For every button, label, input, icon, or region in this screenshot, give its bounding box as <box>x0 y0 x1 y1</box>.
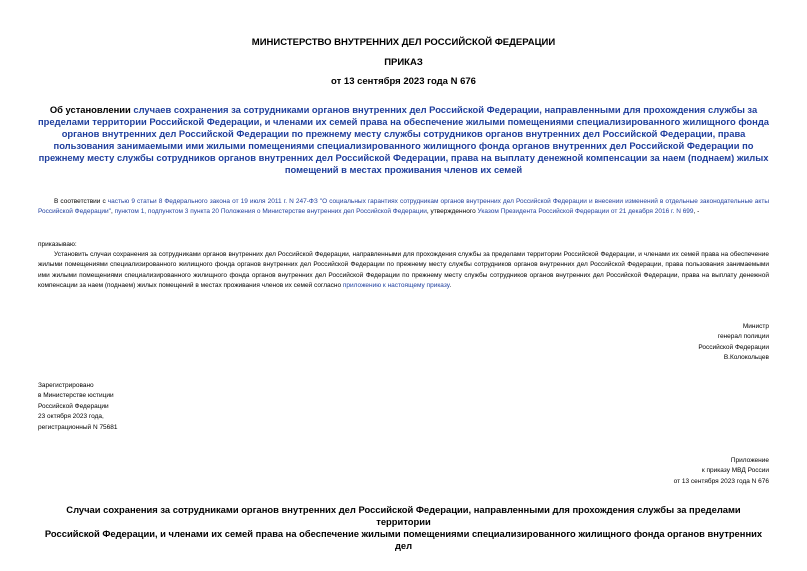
appendix-link[interactable]: приложению к настоящему приказу <box>342 282 450 290</box>
doc-type-heading: ПРИКАЗ <box>384 57 423 68</box>
preamble-paragraph <box>38 197 769 218</box>
order-suffix: . <box>449 282 452 290</box>
signature-block <box>569 322 769 364</box>
ministry-header: МИНИСТЕРСТВО ВНУТРЕННИХ ДЕЛ РОССИЙСКОЙ ФЕДЕРАЦИИ <box>251 37 556 48</box>
preamble-mid1: , <box>111 208 115 216</box>
signature-line-3: Российской Федерации <box>698 343 769 351</box>
signature-line-2: генерал полиции <box>717 333 769 341</box>
preamble-prefix: В соответствии с <box>54 198 108 205</box>
order-main-text: Установить случаи сохранения за сотрудниками органов внутренних дел Российской Федерации, направленными для прохождения службы за пределами территории Российской Федерации, и членами их семей права на обеспечение жилыми помещениями специализированного жилищного фонда органов внутренних дел Российской Федерации по прежнему месту службы сотрудников органов внутренних дел Российской Федерации, права пользования занимаемыми ими жилыми помещениями специализированного жилищного фонда органов внутренних дел Российской Федерации по прежнему месту службы сотрудников органов внутренних дел Российской Федерации, права на выплату денежной компенсации за наем (поднаем) жилых помещений в местах проживания членов их семей согласно <box>38 251 769 290</box>
preamble-suffix: , - <box>693 208 700 216</box>
registration-line-1: Зарегистрировано <box>38 382 94 389</box>
title-prefix: Об установлении <box>49 104 134 115</box>
order-word: приказываю: <box>38 241 77 248</box>
decree-link[interactable]: Указом Президента Российской Федерации от 21 декабря 2016 г. N 699 <box>477 208 694 216</box>
registration-line-2: в Министерстве юстиции <box>38 392 114 400</box>
regulation-link[interactable]: пунктом 1, подпунктом 3 пункта 20 Положения о Министерстве внутренних дел Российской Федерации <box>114 208 427 216</box>
signature-line-1: Министр <box>742 323 769 330</box>
appendix-line-3: от 13 сентября 2023 года N 676 <box>673 477 769 485</box>
preamble-mid2: , утвержденного <box>426 208 478 216</box>
appendix-line-2: к приказу МВД России <box>701 467 769 475</box>
document-title <box>38 104 769 176</box>
appendix-title-line-1: Случаи сохранения за сотрудниками органов внутренних дел Российской Федерации, направленными для прохождения службы за пределами территории <box>66 504 741 527</box>
signature-line-4: В.Колокольцев <box>723 354 769 362</box>
registration-line-5: регистрационный N 75681 <box>38 423 118 431</box>
appendix-block <box>569 456 769 487</box>
appendix-line-1: Приложение <box>730 457 769 464</box>
registration-line-3: Российской Федерации <box>38 402 109 410</box>
appendix-title-line-2: Российской Федерации, и членами их семей права на обеспечение жилыми помещениями специализированного жилищного фонда органов внутренних дел <box>44 528 763 551</box>
title-link[interactable]: случаев сохранения за сотрудниками органов внутренних дел Российской Федерации, направленными для прохождения службы за пределами территории Российской Федерации, и членами их семей права на обеспечение жилыми помещениями специализированного жилищного фонда органов внутренних дел Российской Федерации по прежнему месту службы сотрудников органов внутренних дел Российской Федерации, права пользования занимаемыми ими жилыми помещениями специализированного жилищного фонда органов внутренних дел Российской Федерации по прежнему месту службы сотрудников органов внутренних дел Российской Федерации, права на выплату денежной компенсации за наем (поднаем) жилых помещений в местах проживания членов их семей <box>38 104 769 175</box>
registration-line-4: 23 октября 2023 года, <box>38 413 104 421</box>
appendix-title <box>38 504 769 552</box>
order-paragraph <box>38 250 769 292</box>
doc-date-number: от 13 сентября 2023 года N 676 <box>331 76 476 87</box>
law-link[interactable]: частью 9 статьи 8 Федерального закона от 19 июля 2011 г. N 247-ФЗ "О социальных гарантиях сотрудникам органов внутренних дел Российской Федерации и внесении изменений в отдельные законодательные акты Российской Федерации" <box>38 198 769 216</box>
registration-block <box>38 381 238 433</box>
